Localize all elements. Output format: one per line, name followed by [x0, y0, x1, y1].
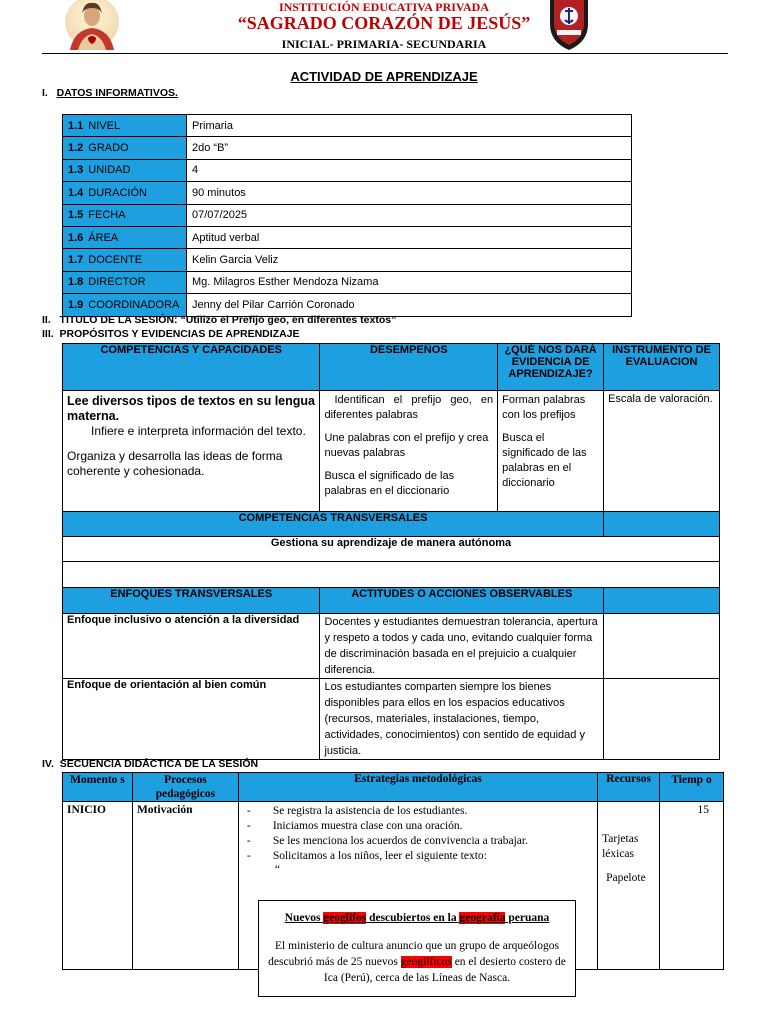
info-value: 07/07/2025 [187, 204, 632, 226]
info-row [63, 137, 632, 159]
desempeno-1: Identifican el prefijo geo, en diferentes palabras [324, 394, 494, 421]
estrategia-2: - Iniciamos muestra clase con una oración. [243, 819, 593, 834]
info-num: 1.3 [68, 164, 84, 177]
info-num: 1.8 [68, 276, 84, 289]
info-table [62, 114, 632, 317]
info-row [63, 182, 632, 204]
highlight-word: geoglíficos [400, 956, 452, 968]
momento-inicio: INICIO [63, 802, 133, 970]
header-divider [42, 53, 728, 54]
info-key [63, 294, 187, 316]
info-key-label: UNIDAD [88, 164, 131, 177]
info-key [63, 204, 187, 226]
transversal-competencia: Gestiona su aprendizaje de manera autónoma [63, 537, 720, 562]
seq-header-estrategias: Estrategias metodológicas [238, 773, 597, 802]
evidencia-1: Forman palabras con los prefijos [502, 394, 586, 421]
school-header [0, 0, 768, 60]
recurso-1: Tarjetas léxicas [602, 833, 639, 860]
recurso-2: Papelote [606, 872, 646, 884]
comp-header-instrumento: INSTRUMENTO DE EVALUACION [604, 344, 720, 391]
transversales-header: COMPETENCIAS TRANSVERSALES [63, 512, 604, 537]
desempeno-2: Une palabras con el prefijo y crea nuevas palabras [324, 432, 489, 459]
info-num: 1.6 [68, 231, 84, 244]
school-crest-icon [548, 0, 590, 50]
transversales-header-empty [604, 512, 720, 537]
info-value: Jenny del Pilar Carrión Coronado [187, 294, 632, 316]
school-type: INSTITUCIÓN EDUCATIVA PRIVADA [278, 0, 490, 14]
empty-row [63, 562, 720, 588]
highlight-word: geoglifos [323, 912, 367, 924]
highlight-word: geografía [459, 912, 506, 924]
seq-header-tiempo: Tiemp o [660, 773, 724, 802]
enfoque-1-actitud: Docentes y estudiantes demuestran tolerancia, apertura y respeto a todos y cada uno, evitando cualquier forma de discriminación basada en el prejuicio a cualquier diferencia. [320, 614, 604, 679]
actitudes-header-empty [604, 588, 720, 614]
capacidad-1: Infiere e interpreta información del texto. [91, 424, 306, 438]
enfoque-1-name: Enfoque inclusivo o atención a la diversidad [63, 614, 320, 679]
info-key [63, 182, 187, 204]
section-3-heading: III. PROPÓSITOS Y EVIDENCIAS DE APRENDIZAJE [42, 328, 300, 340]
competencia-cell [63, 391, 320, 512]
estrategia-1: - Se registra la asistencia de los estudiantes. [243, 804, 593, 819]
info-key [63, 137, 187, 159]
info-key [63, 226, 187, 248]
estrategia-4: - Solicitamos a los niños, leer el siguiente texto: [243, 849, 593, 864]
page-title: ACTIVIDAD DE APRENDIZAJE [290, 69, 478, 84]
info-num: 1.4 [68, 186, 84, 199]
info-key-label: DOCENTE [88, 254, 143, 267]
info-num: 1.5 [68, 209, 84, 222]
enfoque-1-empty [604, 614, 720, 679]
desempenos-cell [320, 391, 498, 512]
school-levels: INICIAL- PRIMARIA- SECUNDARIA [281, 37, 487, 51]
info-key-label: FECHA [88, 209, 126, 222]
competencias-table [62, 343, 720, 760]
info-key [63, 249, 187, 271]
info-row [63, 115, 632, 137]
info-key [63, 159, 187, 181]
desempeno-3: Busca el significado de las palabras en el diccionario [324, 470, 455, 497]
info-value: 4 [187, 159, 632, 181]
info-key-label: DIRECTOR [88, 276, 146, 289]
enfoque-2-name: Enfoque de orientación al bien común [63, 679, 320, 760]
enfoque-2-empty [604, 679, 720, 760]
info-value: Primaria [187, 115, 632, 137]
info-row [63, 294, 632, 316]
news-text-box [258, 900, 576, 997]
evidencia-2: Busca el significado de las palabras en el diccionario [502, 432, 587, 489]
actitudes-header: ACTITUDES O ACCIONES OBSERVABLES [320, 588, 604, 614]
section-2-heading: II. TITULO DE LA SESIÓN: “Utilizo el Prefijo geo, en diferentes textos” [42, 314, 397, 326]
info-key-label: ÁREA [88, 231, 119, 244]
info-row [63, 204, 632, 226]
info-row [63, 271, 632, 293]
info-row [63, 249, 632, 271]
info-key [63, 115, 187, 137]
school-name: “SAGRADO CORAZÓN DE JESÚS” [237, 13, 531, 33]
info-value: Mg. Milagros Esther Mendoza Nizama [187, 271, 632, 293]
info-value: Kelin Garcia Veliz [187, 249, 632, 271]
comp-header-desempenos: DESEMPEÑOS [320, 344, 498, 391]
info-key-label: GRADO [88, 142, 129, 155]
section-4-heading: IV. SECUENCIA DIDÁCTICA DE LA SESIÓN [42, 758, 259, 770]
info-row [63, 226, 632, 248]
seq-header-momento: Momento s [63, 773, 133, 802]
seq-header-recursos: Recursos [598, 773, 660, 802]
info-value: Aptitud verbal [187, 226, 632, 248]
enfoque-2-actitud: Los estudiantes comparten siempre los bienes disponibles para ellos en los espacios educativos (recursos, materiales, instalaciones, tiempo, actividades, conocimientos) con sentido de equidad y justicia. [320, 679, 604, 760]
info-num: 1.7 [68, 254, 84, 267]
info-num: 1.1 [68, 119, 84, 132]
info-num: 1.9 [68, 298, 84, 311]
estrategia-3: - Se les menciona los acuerdos de convivencia a trabajar. [243, 834, 593, 849]
info-value: 90 minutos [187, 182, 632, 204]
info-key [63, 271, 187, 293]
comp-header-evidencia: ¿QUÉ NOS DARÁ EVIDENCIA DE APRENDIZAJE? [498, 344, 604, 391]
quote-mark: “ [274, 864, 280, 876]
proceso-motivacion: Motivación [132, 802, 238, 970]
recursos-cell [598, 802, 660, 970]
instrumento-cell: Escala de valoración. [604, 391, 720, 512]
section-1-heading: I. DATOS INFORMATIVOS. [42, 87, 178, 99]
news-body: El ministerio de cultura anuncio que un grupo de arqueólogos descubrió más de 25 nuevos geoglíficos en el desierto costero de Ica (Perú), cerca de las Líneas de Nasca. [268, 940, 566, 984]
info-row [63, 159, 632, 181]
competencia-text: Lee diversos tipos de textos en su lengua materna. [67, 394, 315, 423]
evidencias-cell [498, 391, 604, 512]
estrategias-list [243, 804, 593, 864]
tiempo-cell: 15 [660, 802, 724, 970]
seq-header-procesos: Procesos pedagógicos [132, 773, 238, 802]
comp-header-competencias: COMPETENCIAS Y CAPACIDADES [63, 344, 320, 391]
enfoques-header: ENFOQUES TRANSVERSALES [63, 588, 320, 614]
info-key-label: COORDINADORA [88, 298, 180, 311]
capacidad-2: Organiza y desarrolla las ideas de forma coherente y cohesionada. [67, 449, 283, 478]
info-value: 2do “B” [187, 137, 632, 159]
info-key-label: DURACIÓN [88, 186, 147, 199]
info-num: 1.2 [68, 142, 84, 155]
news-title: Nuevos geoglifos descubiertos en la geografía peruana [284, 912, 550, 924]
info-key-label: NIVEL [88, 119, 121, 132]
